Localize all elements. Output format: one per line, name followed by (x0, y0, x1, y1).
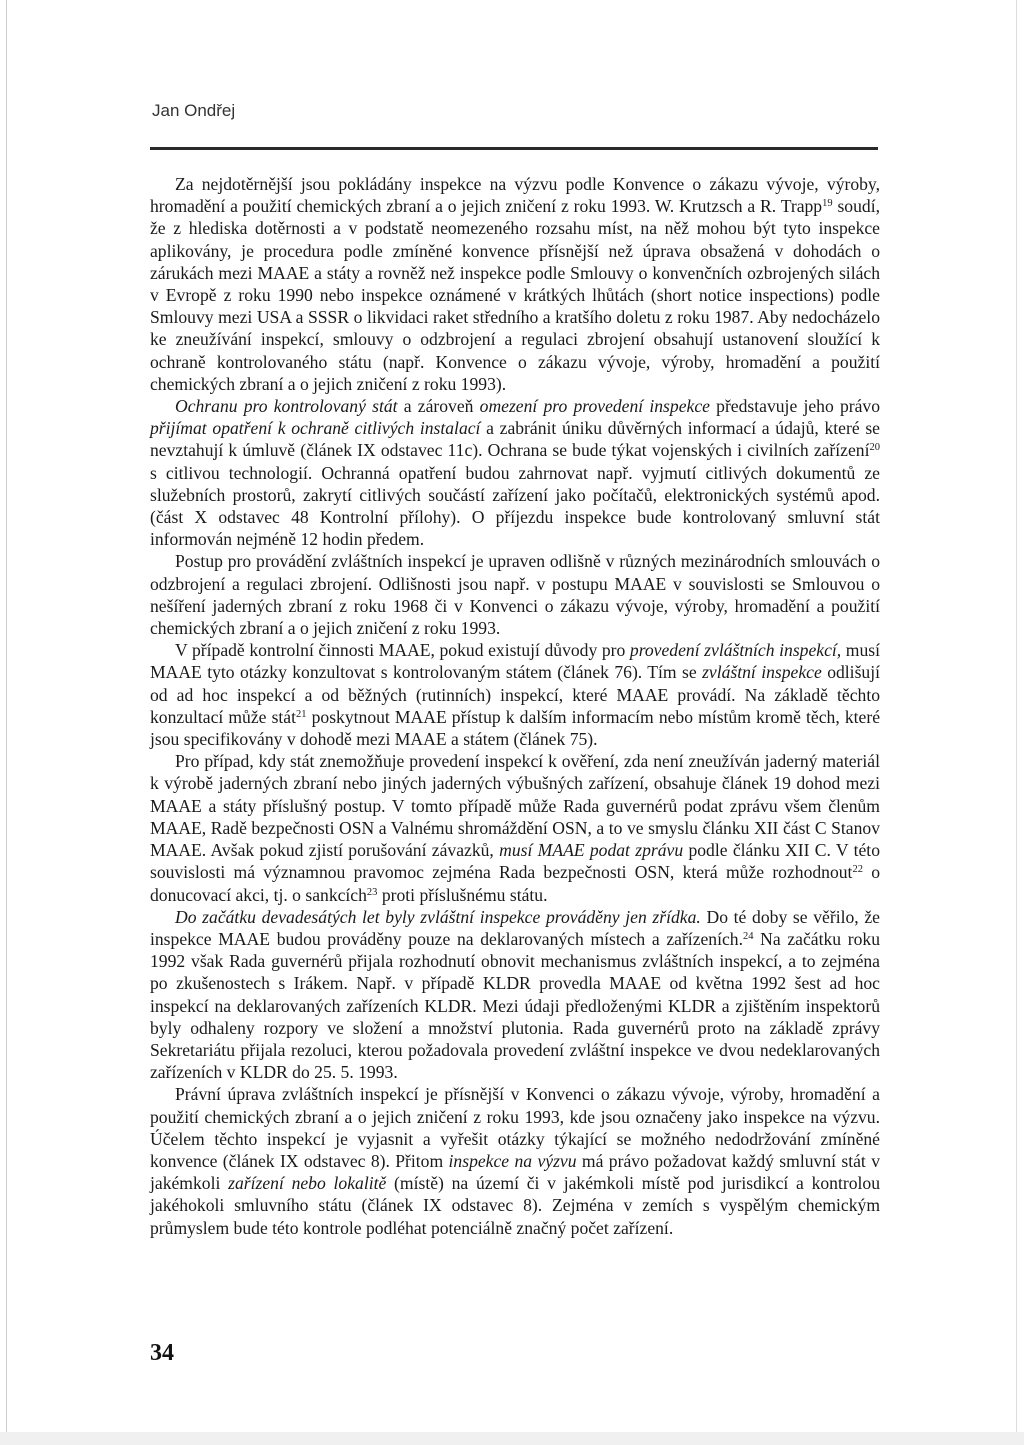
running-header-author: Jan Ondřej (152, 101, 236, 120)
text-run: odlišují od ad hoc inspekcí a od běžných (rutinních) inspekcí, které MAAE provádí. Na základě těchto konzultací může stát (150, 662, 880, 727)
italic-emphasis: provedení zvláštních inspekcí, (629, 640, 842, 661)
text-run: soudí, že z hlediska dotěrnosti a v podstatě neomezeného rozsahu míst, na něž mohou být tyto inspekce aplikovány, je procedura podle zmíněné konvence přísnější než úprava obsažená v dohodách o zárukách mezi MAAE a státy a rovněž než inspekce podle Smlouvy o konvenčních ozbrojených silách v Evropě z roku 1990 nebo inspekce oznámené v krátkých lhůtách (short notice inspections) podle Smlouvy mezi USA a SSSR o likvidaci raket středního a kratšího doletu z roku 1987. Aby nedocházelo ke zneužívání inspekcí, smlouvy o odzbrojení a regulaci zbrojení obsahují ustanovení sloužící k ochraně kontrolovaného státu (např. Konvence o zákazu vývoje, výroby, hromadění a použití chemických zbraní a o jejich zničení z roku 1993). (150, 196, 880, 394)
scan-right-edge (1016, 0, 1017, 1445)
paragraph (150, 906, 880, 1084)
paragraph (150, 750, 880, 905)
scan-bottom-band (0, 1432, 1024, 1445)
text-run: o donucovací akci, tj. o sankcích (150, 862, 880, 905)
paragraph (150, 639, 880, 750)
footnote-ref: 19 (822, 198, 833, 210)
text-run: Právní úprava zvláštních inspekcí je přísnější v Konvenci o zákazu vývoje, výroby, hromadění a použití chemických zbraní a o jejich zničení z roku 1993, kde jsou označeny jako inspekce na výzvu. Účelem těchto inspekcí je vyjasnit a vyřešit otázky týkající se možného nedodržování zmíněné konvence (článek IX odstavec 8). Přitom (150, 1084, 880, 1171)
text-run: poskytnout MAAE přístup k dalším informacím nebo místům kromě těch, které jsou specifikovány v dohodě mezi MAAE a státem (článek 75). (150, 706, 880, 750)
page-number: 34 (150, 1340, 174, 1366)
scan-left-edge (6, 0, 7, 1445)
text-run: a zabránit úniku důvěrných informací a údajů, které se nevztahují k úmluvě (článek IX odstavec 11c). Ochrana se bude týkat vojenských i civilních zařízení (150, 418, 880, 461)
paragraph (150, 550, 880, 639)
italic-emphasis: zvláštní inspekce (702, 662, 822, 683)
text-run: představuje jeho právo (709, 396, 880, 417)
footnote-ref: 22 (852, 864, 863, 876)
text-run: Pro případ, kdy stát znemožňuje provedení inspekcí k ověření, zda není zneužíván jaderný materiál k výrobě jaderných zbraní nebo jiných jaderných výbušných zařízení, obsahuje článek 19 dohod mezi MAAE a státy příslušný postup. V tomto případě může Rada guvernérů podat zprávu všem členům MAAE, Radě bezpečnosti OSN a Valnému shromáždění OSN, a to ve smyslu článku XII část C Stanov MAAE. Avšak pokud zjistí porušování závazků, (150, 751, 880, 861)
text-run: proti příslušnému státu. (377, 884, 548, 905)
text-run: má právo požadovat každý smluvní stát v jakémkoli (150, 1150, 880, 1194)
footnote-ref: 23 (366, 886, 378, 898)
text-run: Postup pro provádění zvláštních inspekcí je upraven odlišně v různých mezinárodních smlouvách o odzbrojení a regulaci zbrojení. Odlišnosti jsou např. v postupu MAAE v souvislosti se Smlouvou o nešíření jaderných zbraní z roku 1968 či v Konvenci o zákazu vývoje, výroby, hromadění a použití chemických zbraní a o jejich zničení z roku 1993. (150, 551, 880, 639)
text-run: Do té doby se věřilo, že inspekce MAAE budou prováděny pouze na deklarovaných místech a zařízeních. (150, 906, 880, 949)
footnote-ref: 21 (296, 709, 307, 721)
text-run: (místě) na území či v jakémkoli místě pod jurisdikcí a kontrolou jakéhokoli smluvního státu (článek IX odstavec 8). Zejména v zemích s vyspělým chemickým průmyslem bude této kontrole podléhat potenciálně značný počet zařízení. (150, 1173, 880, 1238)
text-run: a zároveň (397, 396, 480, 417)
italic-emphasis: inspekce na výzvu (448, 1150, 577, 1171)
italic-emphasis: omezení pro provedení inspekce (479, 396, 710, 417)
text-run: V případě kontrolní činnosti MAAE, pokud existují důvody pro (175, 640, 630, 661)
italic-emphasis: musí MAAE podat zprávu (499, 840, 684, 861)
italic-emphasis: Ochranu pro kontrolovaný stát (175, 396, 398, 417)
italic-emphasis: přijímat opatření k ochraně citlivých instalací (150, 418, 481, 439)
text-run: podle článku XII C. V této souvislosti má významnou pravomoc zejména Rada bezpečnosti OSN, která může rozhodnout (150, 840, 880, 883)
italic-emphasis: zařízení nebo lokalitě (228, 1173, 387, 1194)
footnote-ref: 24 (743, 931, 754, 943)
body-text (150, 173, 880, 1239)
footnote-ref: 20 (869, 442, 880, 454)
text-run: Na začátku roku 1992 však Rada guvernérů přijala rozhodnutí obnovit mechanismus zvláštních inspekcí, a to zejména po zkušenostech s Irákem. Např. v případě KLDR provedla MAAE od května 1992 šest ad hoc inspekcí na deklarovaných zařízeních KLDR. Mezi údaji předloženými KLDR a zjištěním inspektorů byly odhaleny rozpory ve složení a množství plutonia. Rada guvernérů proto na základě zprávy Sekretariátu přijala rezoluci, kterou požadovala provedení zvláštní inspekce ve dvou nedeklarovaných zařízeních v KLDR do 25. 5. 1993. (150, 928, 880, 1083)
paragraph (150, 1083, 880, 1238)
paragraph (150, 395, 880, 550)
italic-emphasis: Do začátku devadesátých let byly zvláštní inspekce prováděny jen zřídka. (175, 906, 701, 927)
text-run: Za nejdotěrnější jsou pokládány inspekce na výzvu podle Konvence o zákazu vývoje, výroby, hromadění a použití chemických zbraní a o jejich zničení z roku 1993. W. Krutzsch a R. Trapp (150, 174, 880, 217)
text-run: s citlivou technologií. Ochranná opatření budou zahrnovat např. vyjmutí citlivých dokumentů ze služebních prostorů, zakrytí citlivých součástí zařízení jako počítačů, elektronických systémů apod. (část X odstavec 48 Kontrolní přílohy). O příjezdu inspekce bude kontrolovaný smluvní stát informován nejméně 12 hodin předem. (150, 462, 880, 550)
paragraph (150, 173, 880, 395)
text-run: musí MAAE tyto otázky konzultovat s kontrolovaným státem (článek 76). Tím se (150, 640, 880, 683)
header-rule (150, 147, 878, 150)
